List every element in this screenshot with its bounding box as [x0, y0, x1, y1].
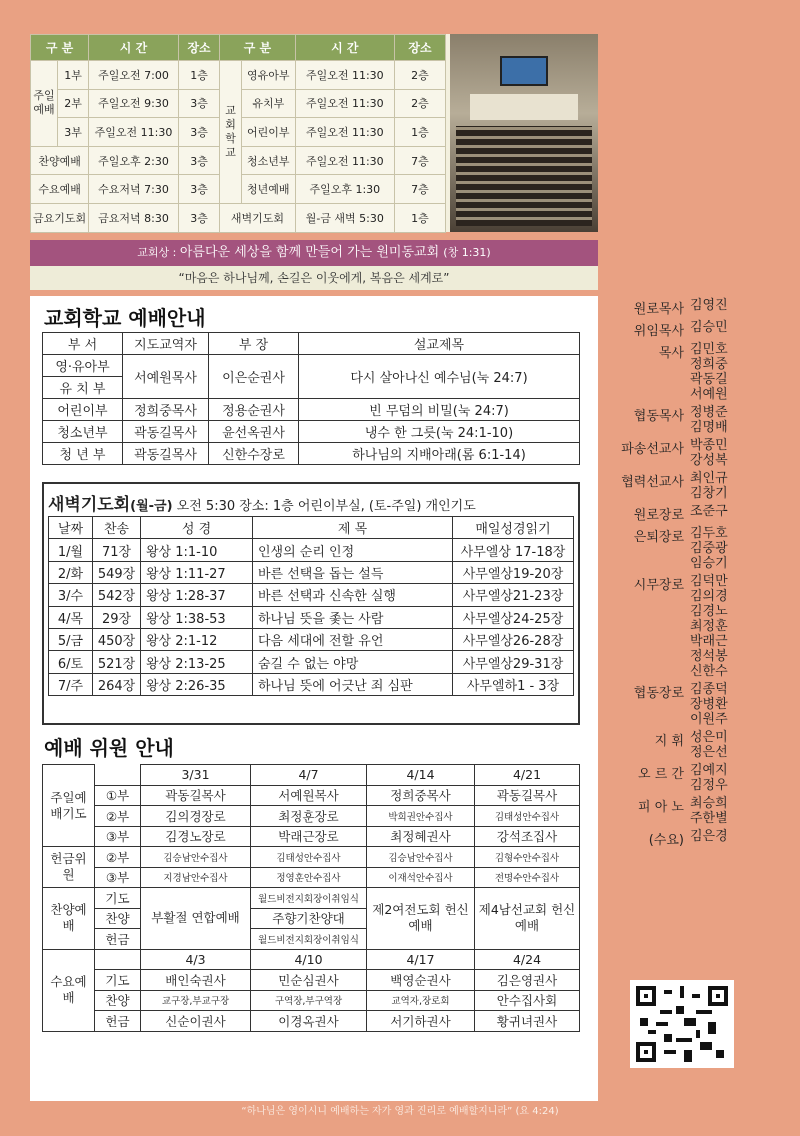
- dawn-section-title: 새벽기도회: [48, 495, 131, 515]
- service-time: 금요저녁 8:30: [89, 203, 179, 232]
- staff-role: 협동목사: [633, 409, 684, 424]
- praise-d4: 제4남선교회 헌신예배: [475, 888, 580, 950]
- schedule-panel: [30, 34, 598, 232]
- staff-name: 김예지: [690, 763, 728, 778]
- title-cell: 숨길 수 없는 야망: [253, 651, 453, 673]
- sunday-time: 주일오전 11:30: [89, 118, 179, 147]
- title-cell: 하나님 뜻을 좇는 사람: [253, 606, 453, 628]
- duty-name: 김태성안수집사: [251, 847, 367, 868]
- reading-cell: 사무엘상21-23장: [453, 584, 574, 606]
- col-bible: 성 경: [141, 517, 253, 539]
- duty-name: 김승남안수집사: [367, 847, 475, 868]
- staff-names: [690, 504, 770, 523]
- duty-section-title: 예배 위원 안내: [44, 736, 174, 760]
- hymn-cell: 542장: [93, 584, 141, 606]
- service-time: 수요저녁 7:30: [89, 175, 179, 204]
- sermon-cell: 다시 살아나신 예수님(눅 24:7): [299, 355, 580, 399]
- worship-schedule-table: [30, 34, 446, 233]
- service-part: ③부: [95, 867, 141, 888]
- staff-name: 김중광: [690, 541, 728, 556]
- service-part: ②부: [95, 806, 141, 827]
- staff-role: 협력선교사: [621, 475, 684, 490]
- table-row: [49, 673, 574, 695]
- sunday-time: 주일오전 7:00: [89, 61, 179, 90]
- sermon-cell: 빈 무덤의 비밀(눅 24:7): [299, 399, 580, 421]
- staff-name: 성은미: [690, 730, 728, 745]
- duty-name: 곽동길목사: [141, 785, 251, 806]
- sunday-place: 3층: [178, 89, 219, 118]
- hymn-cell: 71장: [93, 539, 141, 561]
- staff-role: 시무장로: [633, 578, 684, 593]
- duty-name: 백영순권사: [367, 970, 475, 991]
- service-place: 3층: [178, 146, 219, 175]
- header-time-2: 시 간: [295, 35, 394, 61]
- date-header: 4/3: [141, 949, 251, 970]
- staff-name: 정희중: [690, 357, 728, 372]
- col-reading: 매일성경읽기: [453, 517, 574, 539]
- header-place-2: 장소: [394, 35, 445, 61]
- dawn-prayer-table: [48, 516, 574, 696]
- staff-name: 정석봉: [690, 649, 728, 664]
- staff-role: 파송선교사: [621, 442, 684, 457]
- service-part: ①부: [95, 785, 141, 806]
- staff-names: [690, 320, 770, 339]
- date-header: 4/7: [251, 765, 367, 786]
- staff-name: 정병준: [690, 405, 728, 420]
- staff-name: 최정훈: [690, 619, 728, 634]
- staff-role: 협동장로: [633, 686, 684, 701]
- hymn-cell: 450장: [93, 628, 141, 650]
- sanctuary-photo: [450, 34, 598, 232]
- staff-role: 목사: [658, 346, 684, 361]
- title-cell: 바른 선택을 돕는 설득: [253, 561, 453, 583]
- duty-name: 교구장,부교구장: [141, 990, 251, 1011]
- duty-name: 안수집사회: [475, 990, 580, 1011]
- sunday-part: 2부: [57, 89, 88, 118]
- qr-code[interactable]: [630, 980, 734, 1068]
- date-header: 4/24: [475, 949, 580, 970]
- dawn-prayer-place: 1층: [394, 203, 445, 232]
- duty-name: 서기하권사: [367, 1011, 475, 1032]
- school-name: 유치부: [241, 89, 295, 118]
- head-cell: 정용순권사: [209, 399, 299, 421]
- staff-row: [606, 438, 778, 468]
- table-row: [49, 651, 574, 673]
- staff-names: [690, 298, 770, 317]
- bible-cell: 왕상 1:1-10: [141, 539, 253, 561]
- staff-row: [606, 526, 778, 571]
- staff-row: [606, 471, 778, 501]
- wed-role: 찬양: [95, 990, 141, 1011]
- staff-name: 김종덕: [690, 682, 728, 697]
- duty-name: 김경노장로: [141, 826, 251, 847]
- school-place: 7층: [394, 175, 445, 204]
- col-head: 부 장: [209, 333, 299, 355]
- table-row: [49, 539, 574, 561]
- duty-name: 김형수안수집사: [475, 847, 580, 868]
- sunday-prayer-label: 주일예배기도: [43, 765, 95, 847]
- staff-name: 장병환: [690, 697, 728, 712]
- staff-name: 김경노: [690, 604, 728, 619]
- school-place: 2층: [394, 61, 445, 90]
- school-place: 7층: [394, 146, 445, 175]
- hymn-cell: 264장: [93, 673, 141, 695]
- wed-role: 헌금: [95, 1011, 141, 1032]
- staff-names: [690, 526, 770, 571]
- motto-prefix: 교회상 :: [137, 246, 180, 259]
- col-hymn: 찬송: [93, 517, 141, 539]
- staff-name: 김민호: [690, 342, 728, 357]
- staff-role: 위임목사: [633, 324, 684, 339]
- staff-role: 오 르 간: [638, 767, 684, 782]
- school-name: 영유아부: [241, 61, 295, 90]
- date-cell: 6/토: [49, 651, 93, 673]
- staff-name: 서예원: [690, 387, 728, 402]
- staff-role: 피 아 노: [638, 800, 684, 815]
- sunday-time: 주일오전 9:30: [89, 89, 179, 118]
- duty-name: 교역자,장로회: [367, 990, 475, 1011]
- table-row: [49, 584, 574, 606]
- sunday-service-label: 주일예배: [31, 61, 58, 147]
- staff-name: 박종민: [690, 438, 728, 453]
- staff-name: 김은경: [690, 829, 728, 844]
- sunday-part: 3부: [57, 118, 88, 147]
- col-pastor: 지도교역자: [123, 333, 209, 355]
- col-date: 날짜: [49, 517, 93, 539]
- school-name: 청년예배: [241, 175, 295, 204]
- pastor-cell: 서예원목사: [123, 355, 209, 399]
- dawn-prayer-time: 월-금 새벽 5:30: [295, 203, 394, 232]
- dawn-section-info: 오전 5:30 장소: 1층 어린이부실, (토-주일) 개인기도: [176, 499, 476, 514]
- school-time: 주일오전 11:30: [295, 118, 394, 147]
- staff-row: [606, 730, 778, 760]
- reading-cell: 사무엘상24-25장: [453, 606, 574, 628]
- staff-names: [690, 405, 770, 435]
- school-time: 주일오전 11:30: [295, 146, 394, 175]
- date-cell: 2/화: [49, 561, 93, 583]
- table-row: [49, 628, 574, 650]
- title-cell: 다음 세대에 전할 유언: [253, 628, 453, 650]
- head-cell: 윤선옥권사: [209, 421, 299, 443]
- staff-names: [690, 730, 770, 760]
- staff-name: 곽동길: [690, 372, 728, 387]
- school-time: 주일오전 11:30: [295, 61, 394, 90]
- reading-cell: 사무엘상19-20장: [453, 561, 574, 583]
- bible-cell: 왕상 1:28-37: [141, 584, 253, 606]
- title-cell: 인생의 순리 인정: [253, 539, 453, 561]
- dept-cell: 청소년부: [43, 421, 123, 443]
- header-place: 장소: [178, 35, 219, 61]
- staff-role: 원로목사: [633, 302, 684, 317]
- staff-names: [690, 574, 770, 679]
- service-name: 수요예배: [31, 175, 89, 204]
- dept-cell: 영·유아부: [43, 355, 123, 377]
- praise-d1: 부활절 연합예배: [141, 888, 251, 950]
- congregation-pews: [456, 126, 592, 226]
- staff-role: 은퇴장로: [633, 530, 684, 545]
- duty-name: 신순이권사: [141, 1011, 251, 1032]
- col-dept: 부 서: [43, 333, 123, 355]
- duty-name: 김의경장로: [141, 806, 251, 827]
- staff-name: 김명배: [690, 420, 728, 435]
- praise-d2-offering: 월드비전지회장이취임식: [251, 929, 367, 950]
- motto-reference: (창 1:31): [443, 246, 491, 259]
- pastor-cell: 곽동길목사: [123, 421, 209, 443]
- praise-role: 헌금: [95, 929, 141, 950]
- duty-name: 민순심권사: [251, 970, 367, 991]
- staff-name: 정은선: [690, 745, 728, 760]
- staff-row: [606, 320, 778, 339]
- pastor-cell: 정희중목사: [123, 399, 209, 421]
- duty-name: 최정혜권사: [367, 826, 475, 847]
- staff-names: [690, 342, 770, 402]
- school-name: 어린이부: [241, 118, 295, 147]
- bible-cell: 왕상 1:11-27: [141, 561, 253, 583]
- staff-row: [606, 682, 778, 727]
- date-cell: 7/주: [49, 673, 93, 695]
- school-name: 청소년부: [241, 146, 295, 175]
- staff-names: [690, 829, 770, 848]
- head-cell: 신한수장로: [209, 443, 299, 465]
- duty-name: 곽동길목사: [475, 785, 580, 806]
- sunday-place: 1층: [178, 61, 219, 90]
- reading-cell: 사무엘상29-31장: [453, 651, 574, 673]
- school-place: 2층: [394, 89, 445, 118]
- dawn-prayer-name: 새벽기도회: [220, 203, 295, 232]
- sunday-place: 3층: [178, 118, 219, 147]
- staff-name: 조준구: [690, 504, 728, 519]
- duty-name: 구역장,부구역장: [251, 990, 367, 1011]
- hymn-cell: 549장: [93, 561, 141, 583]
- date-header: 3/31: [141, 765, 251, 786]
- staff-name: 김의경: [690, 589, 728, 604]
- church-slogan: “마음은 하나님께, 손길은 이웃에게, 복음은 세계로”: [30, 266, 598, 290]
- school-section-title: 교회학교 예배안내: [44, 306, 206, 330]
- staff-name: 주한별: [690, 811, 728, 826]
- bible-cell: 왕상 2:1-12: [141, 628, 253, 650]
- staff-name: 강성복: [690, 453, 728, 468]
- qr-code-icon: [636, 986, 728, 1062]
- duty-name: 김태성안수집사: [475, 806, 580, 827]
- staff-names: [690, 471, 770, 501]
- praise-label: 찬양예배: [43, 888, 95, 950]
- date-header: 4/14: [367, 765, 475, 786]
- staff-row: [606, 504, 778, 523]
- duty-name: 이경옥권사: [251, 1011, 367, 1032]
- service-time: 주일오후 2:30: [89, 146, 179, 175]
- staff-name: 김창기: [690, 486, 728, 501]
- wednesday-label: 수요예배: [43, 949, 95, 1031]
- duty-name: 지경남안수집사: [141, 867, 251, 888]
- table-row: [49, 561, 574, 583]
- main-content: [30, 296, 598, 1101]
- motto-text: 아름다운 세상을 함께 만들어 가는 원미동교회: [179, 245, 440, 260]
- staff-name: 이원주: [690, 712, 728, 727]
- duty-name: 김승남안수집사: [141, 847, 251, 868]
- staff-role: 지 휘: [654, 734, 684, 749]
- staff-name: 최인규: [690, 471, 728, 486]
- service-part: ③부: [95, 826, 141, 847]
- staff-name: 김두호: [690, 526, 728, 541]
- title-cell: 하나님 뜻에 어긋난 죄 심판: [253, 673, 453, 695]
- title-cell: 바른 선택과 신속한 실행: [253, 584, 453, 606]
- service-part: ②부: [95, 847, 141, 868]
- duty-name: 정희중목사: [367, 785, 475, 806]
- header-time: 시 간: [89, 35, 179, 61]
- staff-role: 원로장로: [633, 508, 684, 523]
- offering-label: 헌금위원: [43, 847, 95, 888]
- staff-names: [690, 763, 770, 793]
- wed-role: 기도: [95, 970, 141, 991]
- praise-d2-choir: 주향기찬양대: [251, 908, 367, 929]
- service-place: 3층: [178, 175, 219, 204]
- staff-row: [606, 405, 778, 435]
- duty-name: 황귀녀권사: [475, 1011, 580, 1032]
- school-place: 1층: [394, 118, 445, 147]
- sermon-cell: 냉수 한 그릇(눅 24:1-10): [299, 421, 580, 443]
- stage: [470, 94, 578, 120]
- duty-name: 이재석안수집사: [367, 867, 475, 888]
- staff-row: [606, 574, 778, 679]
- sermon-cell: 하나님의 지배아래(롬 6:1-14): [299, 443, 580, 465]
- staff-row: [606, 763, 778, 793]
- bible-cell: 왕상 2:13-25: [141, 651, 253, 673]
- blank-cell: [95, 949, 141, 970]
- col-sermon: 설교제목: [299, 333, 580, 355]
- dept-cell: 청 년 부: [43, 443, 123, 465]
- dawn-section-days: (월-금): [130, 499, 173, 514]
- hymn-cell: 29장: [93, 606, 141, 628]
- header-category: 구 분: [31, 35, 89, 61]
- duty-name: 서예원목사: [251, 785, 367, 806]
- staff-name: 김영진: [690, 298, 728, 313]
- date-cell: 4/목: [49, 606, 93, 628]
- duty-name: 최정훈장로: [251, 806, 367, 827]
- dawn-prayer-box: [42, 482, 580, 725]
- duty-name: 박래근장로: [251, 826, 367, 847]
- duty-name: 김은영권사: [475, 970, 580, 991]
- head-cell: 이은순권사: [209, 355, 299, 399]
- staff-names: [690, 796, 770, 826]
- duty-name: 배인숙권사: [141, 970, 251, 991]
- pastor-cell: 곽동길목사: [123, 443, 209, 465]
- staff-row: [606, 796, 778, 826]
- dept-cell: 어린이부: [43, 399, 123, 421]
- church-school-label: 교회학교: [220, 61, 242, 204]
- col-title: 제 목: [253, 517, 453, 539]
- staff-row: [606, 829, 778, 848]
- date-header: 4/21: [475, 765, 580, 786]
- duty-name: 강석조집사: [475, 826, 580, 847]
- staff-name: 최승희: [690, 796, 728, 811]
- date-cell: 3/수: [49, 584, 93, 606]
- praise-d3: 제2여전도회 헌신예배: [367, 888, 475, 950]
- staff-row: [606, 342, 778, 402]
- projection-screen: [500, 56, 548, 86]
- school-time: 주일오후 1:30: [295, 175, 394, 204]
- staff-name: 김승민: [690, 320, 728, 335]
- staff-name: 박래근: [690, 634, 728, 649]
- hymn-cell: 521장: [93, 651, 141, 673]
- service-name: 금요기도회: [31, 203, 89, 232]
- dawn-prayer-header: [48, 490, 476, 515]
- school-worship-table: [42, 332, 580, 465]
- praise-role: 찬양: [95, 908, 141, 929]
- dept-cell: 유 치 부: [43, 377, 123, 399]
- footer-verse: “하나님은 영이시니 예배하는 자가 영과 진리로 예배할지니라” (요 4:24): [241, 1106, 559, 1117]
- duty-name: 전명수안수집사: [475, 867, 580, 888]
- school-time: 주일오전 11:30: [295, 89, 394, 118]
- bible-cell: 왕상 1:38-53: [141, 606, 253, 628]
- staff-role: (수요): [648, 833, 684, 848]
- service-place: 3층: [178, 203, 219, 232]
- table-row: [49, 606, 574, 628]
- date-cell: 5/금: [49, 628, 93, 650]
- reading-cell: 사무엘상 17-18장: [453, 539, 574, 561]
- staff-name: 임승기: [690, 556, 728, 571]
- praise-d2-prayer: 월드비전지회장이취임식: [251, 888, 367, 909]
- staff-names: [690, 682, 770, 727]
- staff-name: 신한수: [690, 664, 728, 679]
- staff-names: [690, 438, 770, 468]
- staff-row: [606, 298, 778, 317]
- worship-duty-table: [42, 764, 580, 1032]
- duty-name: 박희권안수집사: [367, 806, 475, 827]
- staff-name: 김덕만: [690, 574, 728, 589]
- staff-name: 김정우: [690, 778, 728, 793]
- date-header: 4/10: [251, 949, 367, 970]
- sunday-part: 1부: [57, 61, 88, 90]
- reading-cell: 사무엘하1 - 3장: [453, 673, 574, 695]
- blank-cell: [95, 765, 141, 786]
- staff-list: [606, 298, 778, 978]
- service-name: 찬양예배: [31, 146, 89, 175]
- bible-cell: 왕상 2:26-35: [141, 673, 253, 695]
- church-motto: [30, 240, 598, 266]
- header-category-2: 구 분: [220, 35, 295, 61]
- date-cell: 1/월: [49, 539, 93, 561]
- reading-cell: 사무엘상26-28장: [453, 628, 574, 650]
- duty-name: 정영훈안수집사: [251, 867, 367, 888]
- date-header: 4/17: [367, 949, 475, 970]
- praise-role: 기도: [95, 888, 141, 909]
